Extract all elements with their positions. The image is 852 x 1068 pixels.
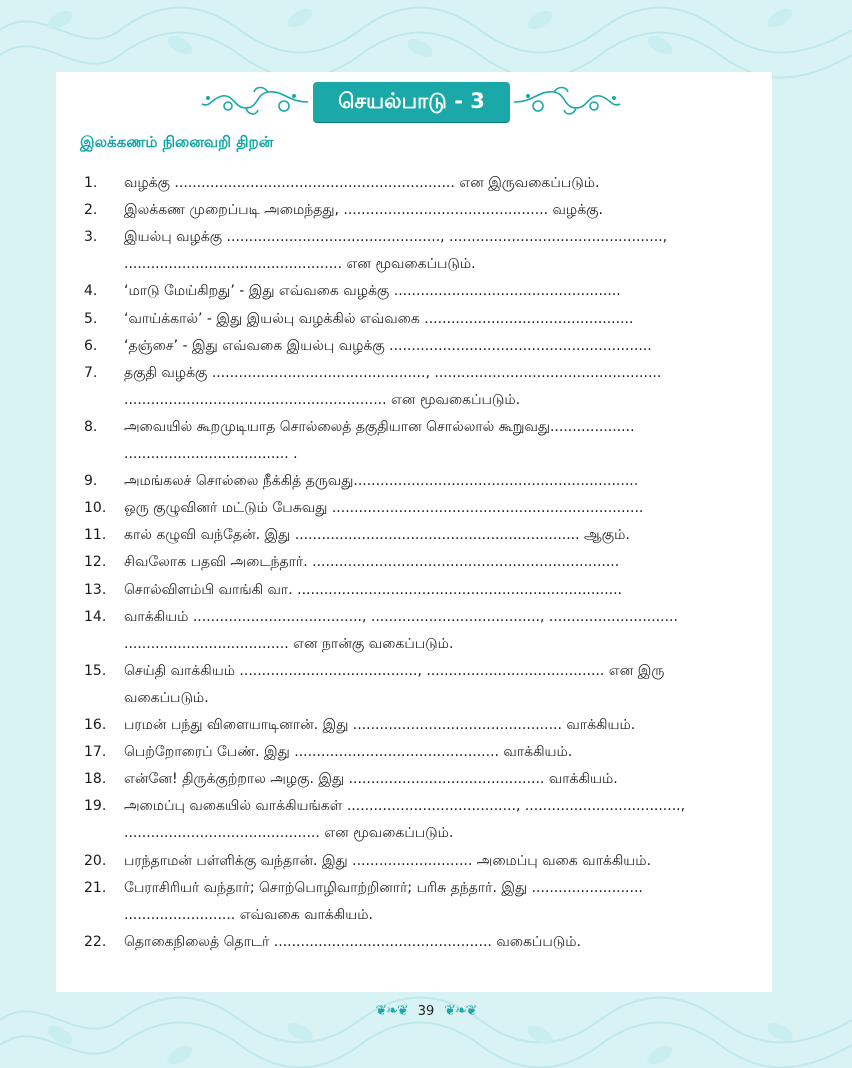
item-number: 4.: [84, 283, 98, 300]
footer-left-ornament-icon: ❦❧❦: [375, 1003, 408, 1019]
item-text: ..................................... என நான்கு வகைப்படும்.: [124, 635, 454, 652]
item-number: 18.: [84, 771, 107, 788]
item-text: அவையில் கூறமுடியாத சொல்லைத் தகுதியான சொல்லால் கூறுவது...................: [124, 418, 635, 435]
item-number: 2.: [84, 202, 98, 219]
item-number: 20.: [84, 852, 107, 869]
item-number: 22.: [84, 933, 107, 950]
item-number: 15.: [84, 662, 107, 679]
activity-title-badge: செயல்பாடு - 3: [313, 82, 510, 122]
item-text: வாக்கியம் ......................................, ......................................, .............................: [124, 608, 678, 625]
right-flourish-ornament: [512, 82, 624, 122]
item-text: ........................................................... என மூவகைப்படும்.: [124, 391, 521, 408]
item-text: ஒரு குழுவினர் மட்டும் பேசுவது ......................................................................: [124, 500, 644, 517]
item-number: 8.: [84, 418, 98, 435]
page-footer: [0, 998, 852, 1024]
item-number: 21.: [84, 879, 107, 896]
item-text: அமங்கலச் சொல்லை நீக்கித் தருவது................................................................: [124, 473, 639, 490]
item-text: அமைப்பு வகையில் வாக்கியங்கள் ......................................, ...................................,: [124, 798, 686, 815]
section-title: இலக்கணம் நினைவறி திறன்: [80, 133, 274, 151]
item-text: ..................................... .: [124, 446, 298, 462]
item-number: 19.: [84, 798, 107, 815]
item-number: 6.: [84, 337, 98, 354]
item-text: சிவலோக பதவி அடைந்தார். .....................................................................: [124, 554, 620, 571]
item-number: 12.: [84, 554, 107, 571]
item-number: 11.: [84, 527, 107, 544]
item-text: தொகைநிலைத் தொடர் ................................................. வகைப்படும்.: [124, 933, 581, 950]
left-flourish-ornament: [198, 82, 310, 122]
item-text: தகுதி வழக்கு ................................................, ...................................................: [124, 364, 662, 381]
item-text: வழக்கு ............................................................... என இருவகைப்படும்.: [124, 175, 600, 191]
item-text: ‘வாய்க்கால்’ - இது இயல்பு வழக்கில் எவ்வகை ...............................................: [124, 310, 634, 327]
page-number: 39: [417, 1003, 435, 1019]
item-text: பரந்தாமன் பள்ளிக்கு வந்தான். இது ........................... அமைப்பு வகை வாக்கியம்.: [124, 852, 652, 869]
item-text: ‘தஞ்சை’ - இது எவ்வகை இயல்பு வழக்கு ...........................................................: [124, 337, 652, 354]
item-text: இலக்கண முறைப்படி அமைந்தது, .............................................. வழக்கு.: [124, 202, 603, 219]
item-text: ‘மாடு மேய்கிறது’ - இது எவ்வகை வழக்கு ...................................................: [124, 283, 621, 300]
item-text: சொல்விளம்பி வாங்கி வா. .........................................................................: [124, 581, 623, 598]
item-number: 7.: [84, 364, 98, 381]
item-text: ......................... எவ்வகை வாக்கியம்.: [124, 906, 373, 923]
item-number: 14.: [84, 608, 107, 625]
item-text: ............................................ என மூவகைப்படும்.: [124, 825, 454, 842]
item-text: கால் கழுவி வந்தேன். இது ................................................................ ஆகும்.: [124, 527, 630, 544]
item-number: 3.: [84, 229, 98, 246]
item-number: 9.: [84, 473, 98, 490]
item-text: வகைப்படும்.: [124, 689, 209, 706]
item-number: 16.: [84, 717, 107, 733]
item-number: 10.: [84, 500, 107, 517]
item-text: ................................................. என மூவகைப்படும்.: [124, 256, 476, 273]
item-number: 1.: [84, 175, 98, 191]
item-text: பெற்றோரைப் பேண். இது .............................................. வாக்கியம்.: [124, 744, 573, 761]
footer-right-ornament-icon: ❦❧❦: [444, 1003, 477, 1019]
item-number: 5.: [84, 310, 98, 327]
item-number: 13.: [84, 581, 107, 598]
item-text: பரமன் பந்து விளையாடினான். இது ............................................... வாக்கியம்.: [124, 717, 636, 733]
item-text: இயல்பு வழக்கு ................................................, ................................................,: [124, 229, 668, 246]
item-number: 17.: [84, 744, 107, 761]
item-text: என்னே! திருக்குற்றால அழகு. இது ............................................ வாக்கியம்.: [124, 771, 618, 788]
item-text: பேராசிரியர் வந்தார்; சொற்பொழிவாற்றினார்; பரிசு தந்தார். இது .........................: [124, 879, 643, 896]
item-text: செய்தி வாக்கியம் ........................................, ........................................ என இரு: [124, 662, 665, 679]
